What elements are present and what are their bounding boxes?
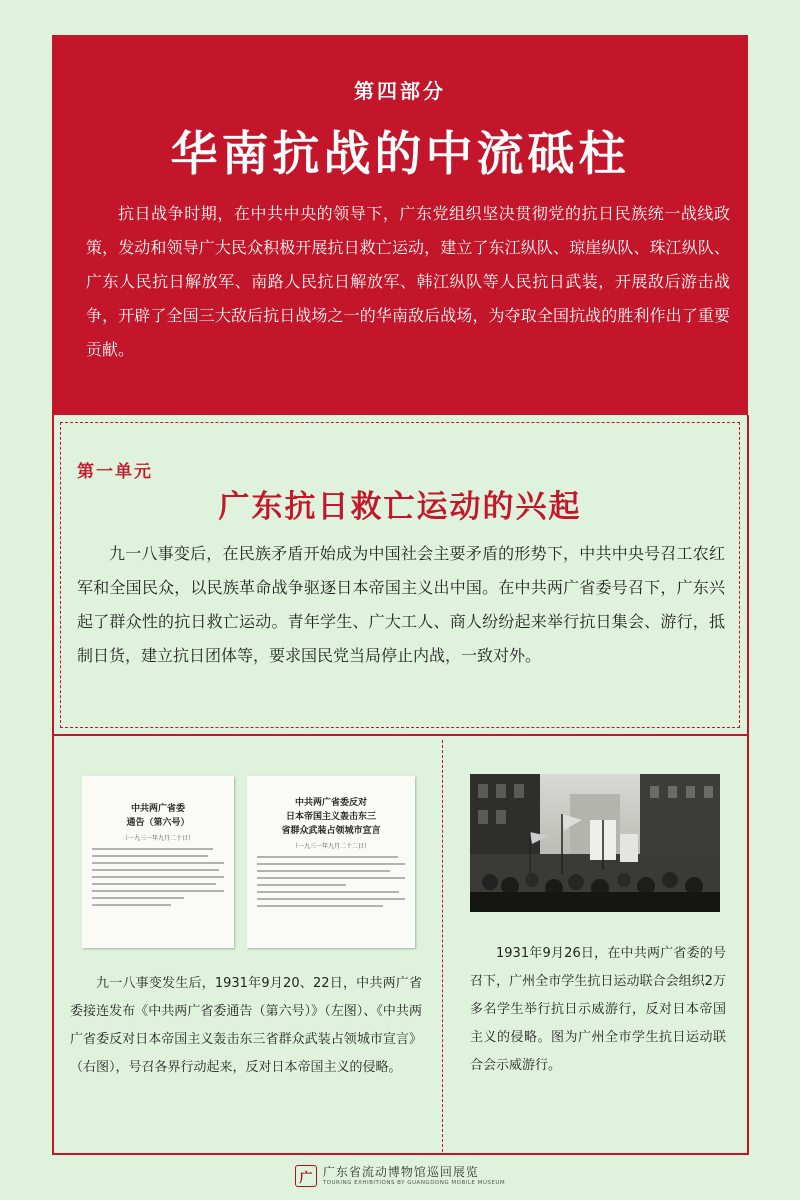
part-header-panel [52, 35, 748, 415]
unit-section [60, 422, 740, 728]
doc2-date: （一九三一年九月二十二日） [291, 843, 370, 850]
doc2-title-line2: 日本帝国主义轰击东三 [285, 812, 376, 822]
frame-left-line [52, 415, 54, 1155]
frame-middle-line [52, 734, 749, 736]
museum-logo-icon: 广 [295, 1165, 317, 1187]
doc1-body-text [92, 848, 224, 906]
frame-right-line [747, 415, 749, 1155]
document-image-notice [82, 776, 234, 948]
doc2-body-text [257, 856, 405, 907]
footer-title: 广东省流动博物馆巡回展览 [322, 1165, 479, 1179]
unit-label: 第一单元 [77, 462, 153, 482]
caption-documents: 九一八事变发生后，1931年9月20、22日，中共两广省委接连发布《中共两广省委通告（第六号）》（左图）、《中共两广省委反对日本帝国主义轰击东三省群众武装占领城市宣言》（右图），号召各界行动起来，反对日本帝国主义的侵略。 [70, 976, 422, 1075]
doc1-title-line1: 中共两广省委 [130, 804, 185, 814]
unit-text: 九一八事变后，在民族矛盾开始成为中国社会主要矛盾的形势下，中共中央号召工农红军和全国民众，以民族革命战争驱逐日本帝国主义出中国。在中共两广省委号召下，广东兴起了群众性的抗日救亡运动。青年学生、广大工人、商人纷纷起来举行抗日集会、游行，抵制日货，建立抗日团体等，要求国民党当局停止内战，一致对外。 [77, 544, 725, 665]
footer [0, 1163, 800, 1189]
part-label: 第四部分 [354, 79, 446, 103]
unit-title: 广东抗日救亡运动的兴起 [218, 489, 582, 525]
part-intro-text: 抗日战争时期，在中共中央的领导下，广东党组织坚决贯彻党的抗日民族统一战线政策，发动和领导广大民众积极开展抗日救亡运动，建立了东江纵队、琼崖纵队、珠江纵队、广东人民抗日解放军、南路人民抗日解放军、韩江纵队等人民抗日武装，开展敌后游击战争，开辟了全国三大敌后抗日战场之一的华南敌后战场，为夺取全国抗战的胜利作出了重要贡献。 [86, 204, 730, 359]
doc2-title-line1: 中共两广省委反对 [294, 798, 367, 808]
part-title: 华南抗战的中流砥柱 [170, 127, 630, 182]
footer-subtitle: TOURING EXHIBITIONS BY GUANGDONG MOBILE MUSEUM [322, 1180, 506, 1186]
caption-demonstration: 1931年9月26日，在中共两广省委的号召下，广州全市学生抗日运动联合会组织2万多名学生举行抗日示威游行，反对日本帝国主义的侵略。图为广州全市学生抗日运动联合会示威游行。 [470, 946, 726, 1073]
column-divider [442, 740, 443, 1152]
document-image-declaration [247, 776, 415, 948]
doc1-title-line2: 通告（第六号） [126, 818, 190, 828]
doc1-date: （一九三一年九月二十日） [121, 835, 194, 842]
demonstration-photo [470, 774, 720, 912]
frame-bottom-line [52, 1153, 749, 1155]
doc2-title-line3: 省群众武装占领城市宣言 [281, 826, 381, 836]
